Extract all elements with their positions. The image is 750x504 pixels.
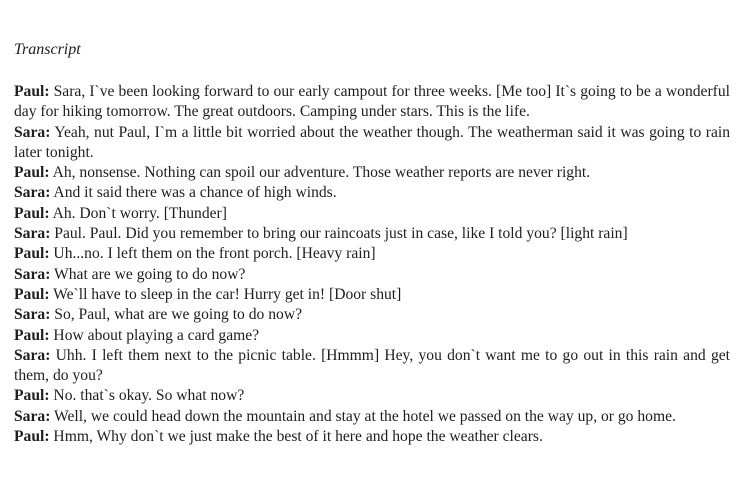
transcript-line — [14, 305, 730, 325]
transcript-line — [14, 326, 730, 346]
speaker-name: Paul: — [14, 164, 50, 182]
transcript-page — [14, 40, 730, 447]
speaker-name: Paul: — [14, 326, 50, 344]
transcript-line — [14, 163, 730, 183]
transcript-line — [14, 183, 730, 203]
speaker-name: Sara: — [14, 346, 51, 364]
dialogue-text: No. that`s okay. So what now? — [49, 387, 245, 405]
transcript-body — [14, 82, 730, 447]
speaker-name: Paul: — [14, 285, 50, 303]
transcript-line — [14, 204, 730, 224]
speaker-name: Sara: — [14, 225, 51, 243]
dialogue-text: Ah, nonsense. Nothing can spoil our adventure. Those weather reports are never right. — [49, 164, 591, 182]
dialogue-text: So, Paul, what are we going to do now? — [50, 306, 303, 324]
speaker-name: Paul: — [14, 83, 50, 100]
transcript-heading: Transcript — [14, 41, 81, 58]
speaker-name: Sara: — [14, 265, 51, 283]
speaker-name: Sara: — [14, 184, 51, 202]
dialogue-text: We`ll have to sleep in the car! Hurry get in! [Door shut] — [49, 285, 402, 303]
transcript-line — [14, 427, 730, 447]
dialogue-text: Uh...no. I left them on the front porch. [Heavy rain] — [49, 245, 376, 263]
dialogue-text: Hmm, Why don`t we just make the best of it here and hope the weather clears. — [49, 428, 543, 446]
transcript-line — [14, 82, 730, 123]
dialogue-text: Ah. Don`t worry. [Thunder] — [49, 204, 227, 222]
dialogue-text: Sara, I`ve been looking forward to our early campout for three weeks. [Me too] It`s going to be a wonderful day for hiking tomorrow. The great outdoors. Camping under stars. This is the life. — [14, 83, 730, 121]
dialogue-text: Yeah, nut Paul, I`m a little bit worried about the weather though. The weatherman said it was going to rain later tonight. — [14, 123, 730, 161]
dialogue-text: And it said there was a chance of high winds. — [50, 184, 337, 202]
speaker-name: Paul: — [14, 245, 50, 263]
transcript-line — [14, 265, 730, 285]
transcript-line — [14, 123, 730, 164]
speaker-name: Paul: — [14, 387, 50, 405]
transcript-line — [14, 244, 730, 264]
dialogue-text: Well, we could head down the mountain and stay at the hotel we passed on the way up, or go home. — [50, 407, 676, 425]
speaker-name: Sara: — [14, 123, 51, 141]
transcript-line — [14, 346, 730, 387]
speaker-name: Paul: — [14, 204, 50, 222]
dialogue-text: What are we going to do now? — [50, 265, 246, 283]
transcript-line — [14, 285, 730, 305]
transcript-line — [14, 224, 730, 244]
dialogue-text: How about playing a card game? — [49, 326, 260, 344]
transcript-line — [14, 407, 730, 427]
speaker-name: Paul: — [14, 428, 50, 446]
dialogue-text: Uhh. I left them next to the picnic table. [Hmmm] Hey, you don`t want me to go out in this rain and get them, do you? — [14, 346, 730, 385]
speaker-name: Sara: — [14, 306, 51, 324]
dialogue-text: Paul. Paul. Did you remember to bring our raincoats just in case, like I told you? [light rain] — [50, 225, 628, 243]
transcript-line — [14, 386, 730, 406]
speaker-name: Sara: — [14, 407, 51, 425]
